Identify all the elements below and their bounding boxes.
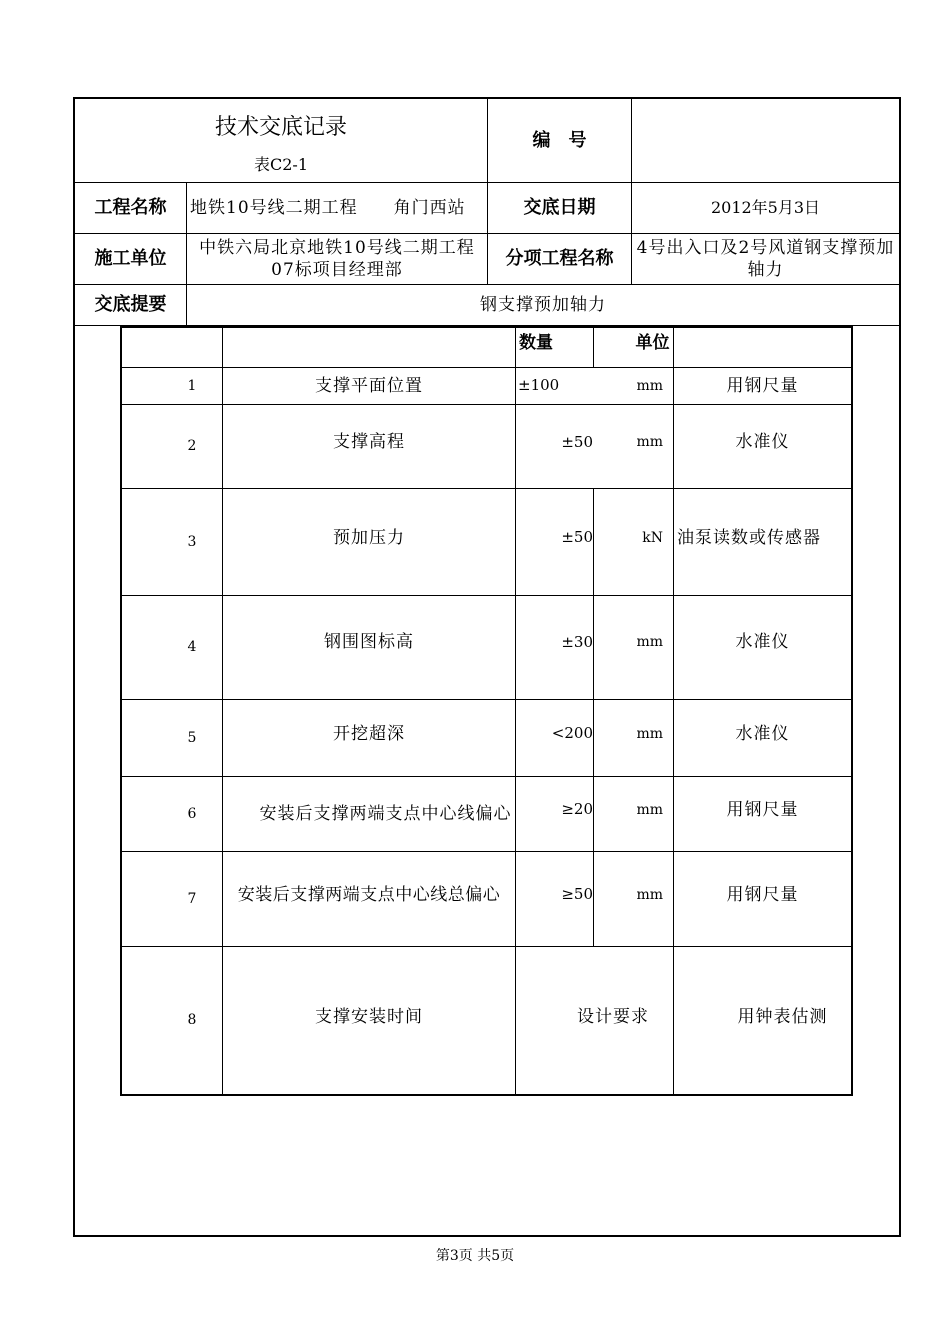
row-4-value: ±30 <box>561 632 593 651</box>
row-4-unit: mm <box>636 634 663 651</box>
row-5-item: 开挖超深 <box>333 723 405 744</box>
subproject-value: 4号出入口及2号风道钢支撑预加轴力 <box>636 237 895 280</box>
number-label: 编 号 <box>532 129 587 151</box>
row-8-method: 用钟表估测 <box>737 1007 828 1028</box>
project-name-label: 工程名称 <box>94 197 167 219</box>
page-footer: 第3页 共5页 <box>435 1247 515 1264</box>
header-unit: 单位 <box>635 332 670 353</box>
row-2-unit: mm <box>636 434 663 451</box>
row-4-no: 4 <box>187 639 197 656</box>
summary-label: 交底提要 <box>94 294 167 316</box>
contractor-value: 中铁六局北京地铁10号线二期工程07标项目经理部 <box>199 237 475 280</box>
row-2-item: 支撑高程 <box>333 432 405 453</box>
row-6-item: 安装后支撑两端支点中心线偏心 <box>259 804 512 824</box>
row-5-method: 水准仪 <box>735 723 790 744</box>
row-3-item: 预加压力 <box>333 527 405 548</box>
number-value <box>632 99 899 182</box>
row-6-method: 用钢尺量 <box>726 799 799 820</box>
row-5-value: <200 <box>551 724 593 743</box>
row-7-value: ≥50 <box>561 885 593 904</box>
row-5-unit: mm <box>636 725 663 742</box>
row-2-value: ±50 <box>561 432 593 451</box>
summary-value: 钢支撑预加轴力 <box>480 294 606 315</box>
row-1-value: ±100 <box>518 376 560 395</box>
row-4-method: 水准仪 <box>735 632 790 653</box>
contractor-label: 施工单位 <box>94 248 167 270</box>
row-3-no: 3 <box>187 533 197 550</box>
row-1-no: 1 <box>187 377 197 394</box>
row-1-unit: mm <box>636 377 663 394</box>
row-1-method: 用钢尺量 <box>726 375 799 396</box>
row-8-value: 设计要求 <box>577 1007 649 1028</box>
project-name-value: 地铁10号线二期工程 角门西站 <box>190 197 466 218</box>
header-quantity: 数量 <box>519 332 553 353</box>
form-code: 表C2-1 <box>253 154 308 174</box>
row-1-item: 支撑平面位置 <box>315 375 423 396</box>
date-value: 2012年5月3日 <box>710 197 821 217</box>
row-3-unit: kN <box>642 529 663 546</box>
row-8-item: 支撑安装时间 <box>315 1007 423 1028</box>
subproject-label: 分项工程名称 <box>505 248 614 270</box>
row-8-no: 8 <box>187 1012 197 1029</box>
row-7-unit: mm <box>636 886 663 903</box>
row-6-unit: mm <box>636 801 663 818</box>
row-7-item: 安装后支撑两端支点中心线总偏心 <box>237 884 501 905</box>
row-6-no: 6 <box>187 805 197 822</box>
row-6-value: ≥20 <box>561 800 593 819</box>
row-5-no: 5 <box>187 729 197 746</box>
date-label: 交底日期 <box>523 197 596 219</box>
row-7-no: 7 <box>187 890 197 907</box>
row-2-no: 2 <box>187 438 197 455</box>
row-3-method: 油泵读数或传感器 <box>677 527 821 548</box>
row-3-value: ±50 <box>561 528 593 547</box>
row-4-item: 钢围图标高 <box>324 632 414 653</box>
row-7-method: 用钢尺量 <box>726 884 799 905</box>
document-title: 技术交底记录 <box>214 114 347 140</box>
row-2-method: 水准仪 <box>735 432 790 453</box>
